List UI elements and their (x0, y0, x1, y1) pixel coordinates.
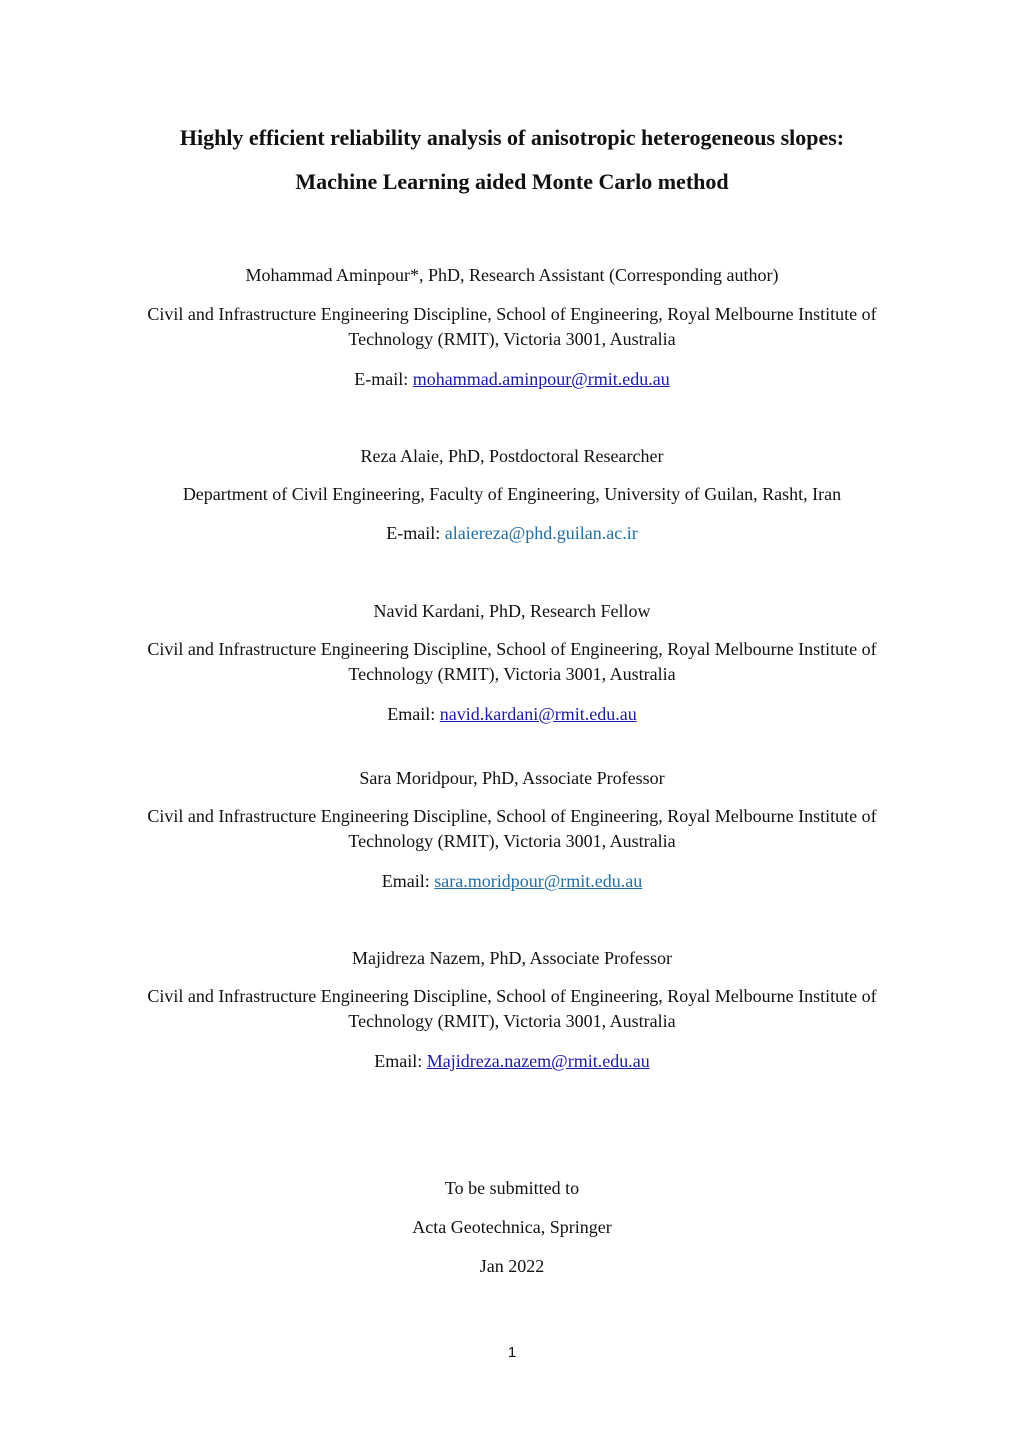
submission-intro: To be submitted to (444, 1178, 580, 1198)
author-2-email-label: E-mail: (386, 523, 445, 543)
author-5-affiliation: Civil and Infrastructure Engineering Discipline, School of Engineering, Royal Melbourne Institute of Technology (RMIT), Victoria 3001, Australia (147, 986, 877, 1031)
author-3-email-line (0, 703, 1024, 725)
author-3-email-link[interactable]: navid.kardani@rmit.edu.au (439, 704, 637, 724)
author-2-affiliation: Department of Civil Engineering, Faculty of Engineering, University of Guilan, Rasht, Iran (182, 484, 842, 504)
author-5-email-link[interactable]: Majidreza.nazem@rmit.edu.au (426, 1051, 650, 1071)
submission-date: Jan 2022 (479, 1256, 545, 1276)
author-1-affiliation: Civil and Infrastructure Engineering Discipline, School of Engineering, Royal Melbourne Institute of Technology (RMIT), Victoria 3001, Australia (147, 304, 877, 349)
author-3-name: Navid Kardani, PhD, Research Fellow (373, 601, 651, 621)
page-number: 1 (507, 1344, 517, 1361)
author-5-email-label: Email: (374, 1051, 427, 1071)
paper-title-line-2: Machine Learning aided Monte Carlo method (295, 169, 729, 194)
author-1-email-line (0, 368, 1024, 390)
author-1-email-label: E-mail: (354, 369, 413, 389)
author-1-name: Mohammad Aminpour*, PhD, Research Assistant (Corresponding author) (245, 265, 779, 285)
paper-title-line-1: Highly efficient reliability analysis of anisotropic heterogeneous slopes: (179, 125, 845, 150)
author-3-affiliation: Civil and Infrastructure Engineering Discipline, School of Engineering, Royal Melbourne Institute of Technology (RMIT), Victoria 3001, Australia (147, 639, 877, 684)
author-4-email-line (0, 870, 1024, 892)
author-4-email-label: Email: (381, 871, 435, 891)
author-2-email-link[interactable]: alaiereza@phd.guilan.ac.ir (444, 523, 638, 543)
author-2-name: Reza Alaie, PhD, Postdoctoral Researcher (360, 446, 664, 466)
submission-journal: Acta Geotechnica, Springer (412, 1217, 612, 1237)
author-4-email-link[interactable]: sara.moridpour@rmit.edu.au (434, 871, 643, 891)
author-3-email-label: Email: (387, 704, 440, 724)
author-5-name: Majidreza Nazem, PhD, Associate Professor (352, 948, 672, 968)
author-2-email-line (0, 522, 1024, 544)
author-5-email-line (0, 1050, 1024, 1072)
author-1-email-link[interactable]: mohammad.aminpour@rmit.edu.au (412, 369, 670, 389)
author-4-affiliation: Civil and Infrastructure Engineering Discipline, School of Engineering, Royal Melbourne Institute of Technology (RMIT), Victoria 3001, Australia (147, 806, 877, 851)
author-4-name: Sara Moridpour, PhD, Associate Professor (359, 768, 665, 788)
